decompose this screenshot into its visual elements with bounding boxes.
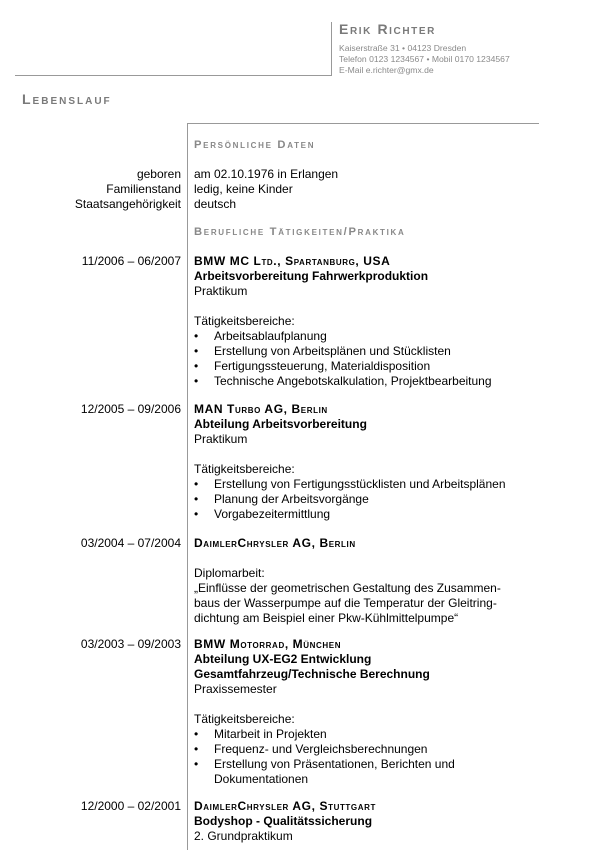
- entry-position: Gesamtfahrzeug/Technische Berechnung: [194, 667, 430, 681]
- list-item: • Erstellung von Fertigungsstücklisten und Arbeitsplänen: [194, 477, 506, 492]
- task-list: [194, 727, 455, 787]
- document-title: Lebenslauf: [22, 91, 112, 107]
- value-marital-status: ledig, keine Kinder: [194, 182, 293, 196]
- label-marital-status: Familienstand: [106, 182, 181, 196]
- entry-company: BMW MC Ltd., Spartanburg, USA: [194, 254, 391, 268]
- content-divider-horizontal: [187, 123, 539, 124]
- task-list: [194, 329, 492, 389]
- entry-details: [194, 269, 492, 389]
- thesis-label: Diplomarbeit:: [194, 566, 265, 580]
- entry-company: DaimlerChrysler AG, Stuttgart: [194, 799, 376, 813]
- thesis-details: [194, 566, 501, 626]
- entry-type: 2. Grundpraktikum: [194, 829, 293, 843]
- entry-details: [194, 652, 455, 787]
- personal-labels: [75, 167, 181, 212]
- section-heading-experience: Berufliche Tätigkeiten/Praktika: [194, 226, 406, 238]
- phone-numbers: Telefon 0123 1234567 • Mobil 0170 1234567: [339, 54, 510, 64]
- tasks-label: Tätigkeitsbereiche:: [194, 712, 295, 726]
- tasks-label: Tätigkeitsbereiche:: [194, 462, 295, 476]
- value-born: am 02.10.1976 in Erlangen: [194, 167, 339, 181]
- entry-company: BMW Motorrad, München: [194, 637, 342, 651]
- personal-values: [194, 167, 338, 212]
- thesis-title-line: dichtung am Beispiel einer Pkw-Kühlmittelpumpe“: [194, 611, 459, 625]
- thesis-title-line: baus der Wasserpumpe auf die Temperatur der Gleitring-: [194, 596, 497, 610]
- label-born: geboren: [136, 167, 181, 181]
- entry-period: 03/2004 – 07/2004: [80, 536, 181, 550]
- list-item: • Erstellung von Präsentationen, Berichten und: [194, 757, 455, 772]
- entry-details: [194, 417, 506, 522]
- entry-type: Praxissemester: [194, 682, 277, 696]
- content-divider-vertical: [187, 123, 188, 850]
- list-item: • Mitarbeit in Projekten: [194, 727, 455, 742]
- list-item: • Arbeitsablaufplanung: [194, 329, 492, 344]
- task-list: [194, 477, 506, 522]
- entry-type: Praktikum: [194, 432, 248, 446]
- section-heading-personal: Persönliche Daten: [194, 139, 316, 151]
- list-item: • Technische Angebotskalkulation, Projektbearbeitung: [194, 374, 492, 389]
- list-item: • Planung der Arbeitsvorgänge: [194, 492, 506, 507]
- label-nationality: Staatsangehörigkeit: [74, 197, 181, 211]
- list-item: • Frequenz- und Vergleichsberechnungen: [194, 742, 455, 757]
- list-item: • Vorgabezeitermittlung: [194, 507, 506, 522]
- entry-details: [194, 814, 372, 844]
- thesis-title-line: „Einflüsse der geometrischen Gestaltung des Zusammen-: [194, 581, 501, 595]
- entry-period: 12/2000 – 02/2001: [80, 799, 181, 813]
- header-divider-horizontal: [15, 75, 331, 76]
- entry-period: 12/2005 – 09/2006: [80, 402, 181, 416]
- entry-position: Abteilung Arbeitsvorbereitung: [194, 417, 367, 431]
- entry-period: 03/2003 – 09/2003: [80, 637, 181, 651]
- header-divider-vertical: [331, 22, 332, 76]
- entry-company: MAN Turbo AG, Berlin: [194, 402, 328, 416]
- list-item: • Erstellung von Arbeitsplänen und Stücklisten: [194, 344, 492, 359]
- list-item-continuation: Dokumentationen: [214, 772, 309, 786]
- email: E-Mail e.richter@gmx.de: [339, 65, 434, 75]
- entry-period: 11/2006 – 06/2007: [81, 254, 181, 268]
- contact-info: [339, 43, 510, 76]
- list-item: • Fertigungssteuerung, Materialdisposition: [194, 359, 492, 374]
- entry-position: Arbeitsvorbereitung Fahrwerkproduktion: [194, 269, 429, 283]
- address: Kaiserstraße 31 • 04123 Dresden: [339, 43, 467, 53]
- entry-type: Praktikum: [194, 284, 248, 298]
- applicant-name: Erik Richter: [339, 21, 436, 37]
- entry-company: DaimlerChrysler AG, Berlin: [194, 536, 356, 550]
- tasks-label: Tätigkeitsbereiche:: [194, 314, 295, 328]
- entry-position: Bodyshop - Qualitätssicherung: [194, 814, 373, 828]
- value-nationality: deutsch: [194, 197, 237, 211]
- entry-position: Abteilung UX-EG2 Entwicklung: [194, 652, 372, 666]
